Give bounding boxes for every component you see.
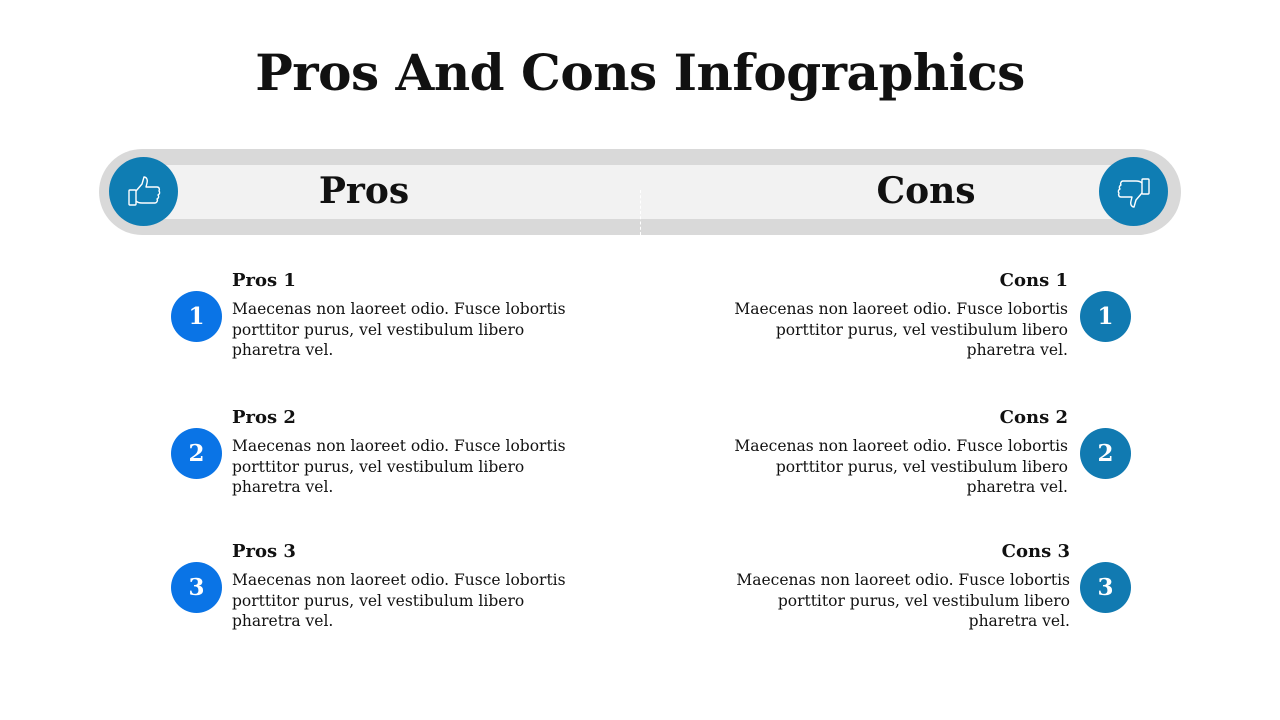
pros-heading: Pros — [318, 170, 410, 212]
cons-item-heading: Cons 1 — [999, 270, 1068, 291]
pros-item-1 — [232, 269, 584, 361]
thumbs-up-icon — [124, 172, 164, 212]
cons-number-badge-2: 2 — [1080, 428, 1131, 479]
pros-number-badge-3: 3 — [171, 562, 222, 613]
pros-item-heading: Pros 3 — [232, 541, 296, 562]
thumbs-down-badge — [1099, 157, 1168, 226]
pros-item-heading: Pros 1 — [232, 270, 296, 291]
page-title: Pros And Cons Infographics — [255, 43, 1025, 102]
cons-item-heading: Cons 2 — [999, 407, 1068, 428]
cons-item-body: Maecenas non laoreet odio. Fusce lobortis porttitor purus, vel vestibulum libero pharetra vel. — [734, 300, 1068, 359]
pros-item-heading: Pros 2 — [232, 407, 296, 428]
cons-item-heading: Cons 3 — [1001, 541, 1070, 562]
cons-number-badge-1: 1 — [1080, 291, 1131, 342]
cons-number-badge-3: 3 — [1080, 562, 1131, 613]
pros-item-3 — [232, 540, 584, 632]
pros-number-badge-2: 2 — [171, 428, 222, 479]
pros-item-body: Maecenas non laoreet odio. Fusce lobortis porttitor purus, vel vestibulum libero pharetra vel. — [232, 437, 566, 496]
cons-item-2 — [716, 406, 1068, 498]
cons-item-body: Maecenas non laoreet odio. Fusce lobortis porttitor purus, vel vestibulum libero pharetra vel. — [736, 571, 1070, 630]
cons-item-3 — [718, 540, 1070, 632]
cons-heading: Cons — [876, 170, 976, 212]
cons-item-body: Maecenas non laoreet odio. Fusce lobortis porttitor purus, vel vestibulum libero pharetra vel. — [734, 437, 1068, 496]
thumbs-up-badge — [109, 157, 178, 226]
cons-item-1 — [716, 269, 1068, 361]
pros-item-body: Maecenas non laoreet odio. Fusce lobortis porttitor purus, vel vestibulum libero pharetra vel. — [232, 571, 566, 630]
pros-number-badge-1: 1 — [171, 291, 222, 342]
pros-item-2 — [232, 406, 584, 498]
pros-item-body: Maecenas non laoreet odio. Fusce lobortis porttitor purus, vel vestibulum libero pharetra vel. — [232, 300, 566, 359]
thumbs-down-icon — [1114, 172, 1154, 212]
banner-divider — [640, 190, 641, 235]
